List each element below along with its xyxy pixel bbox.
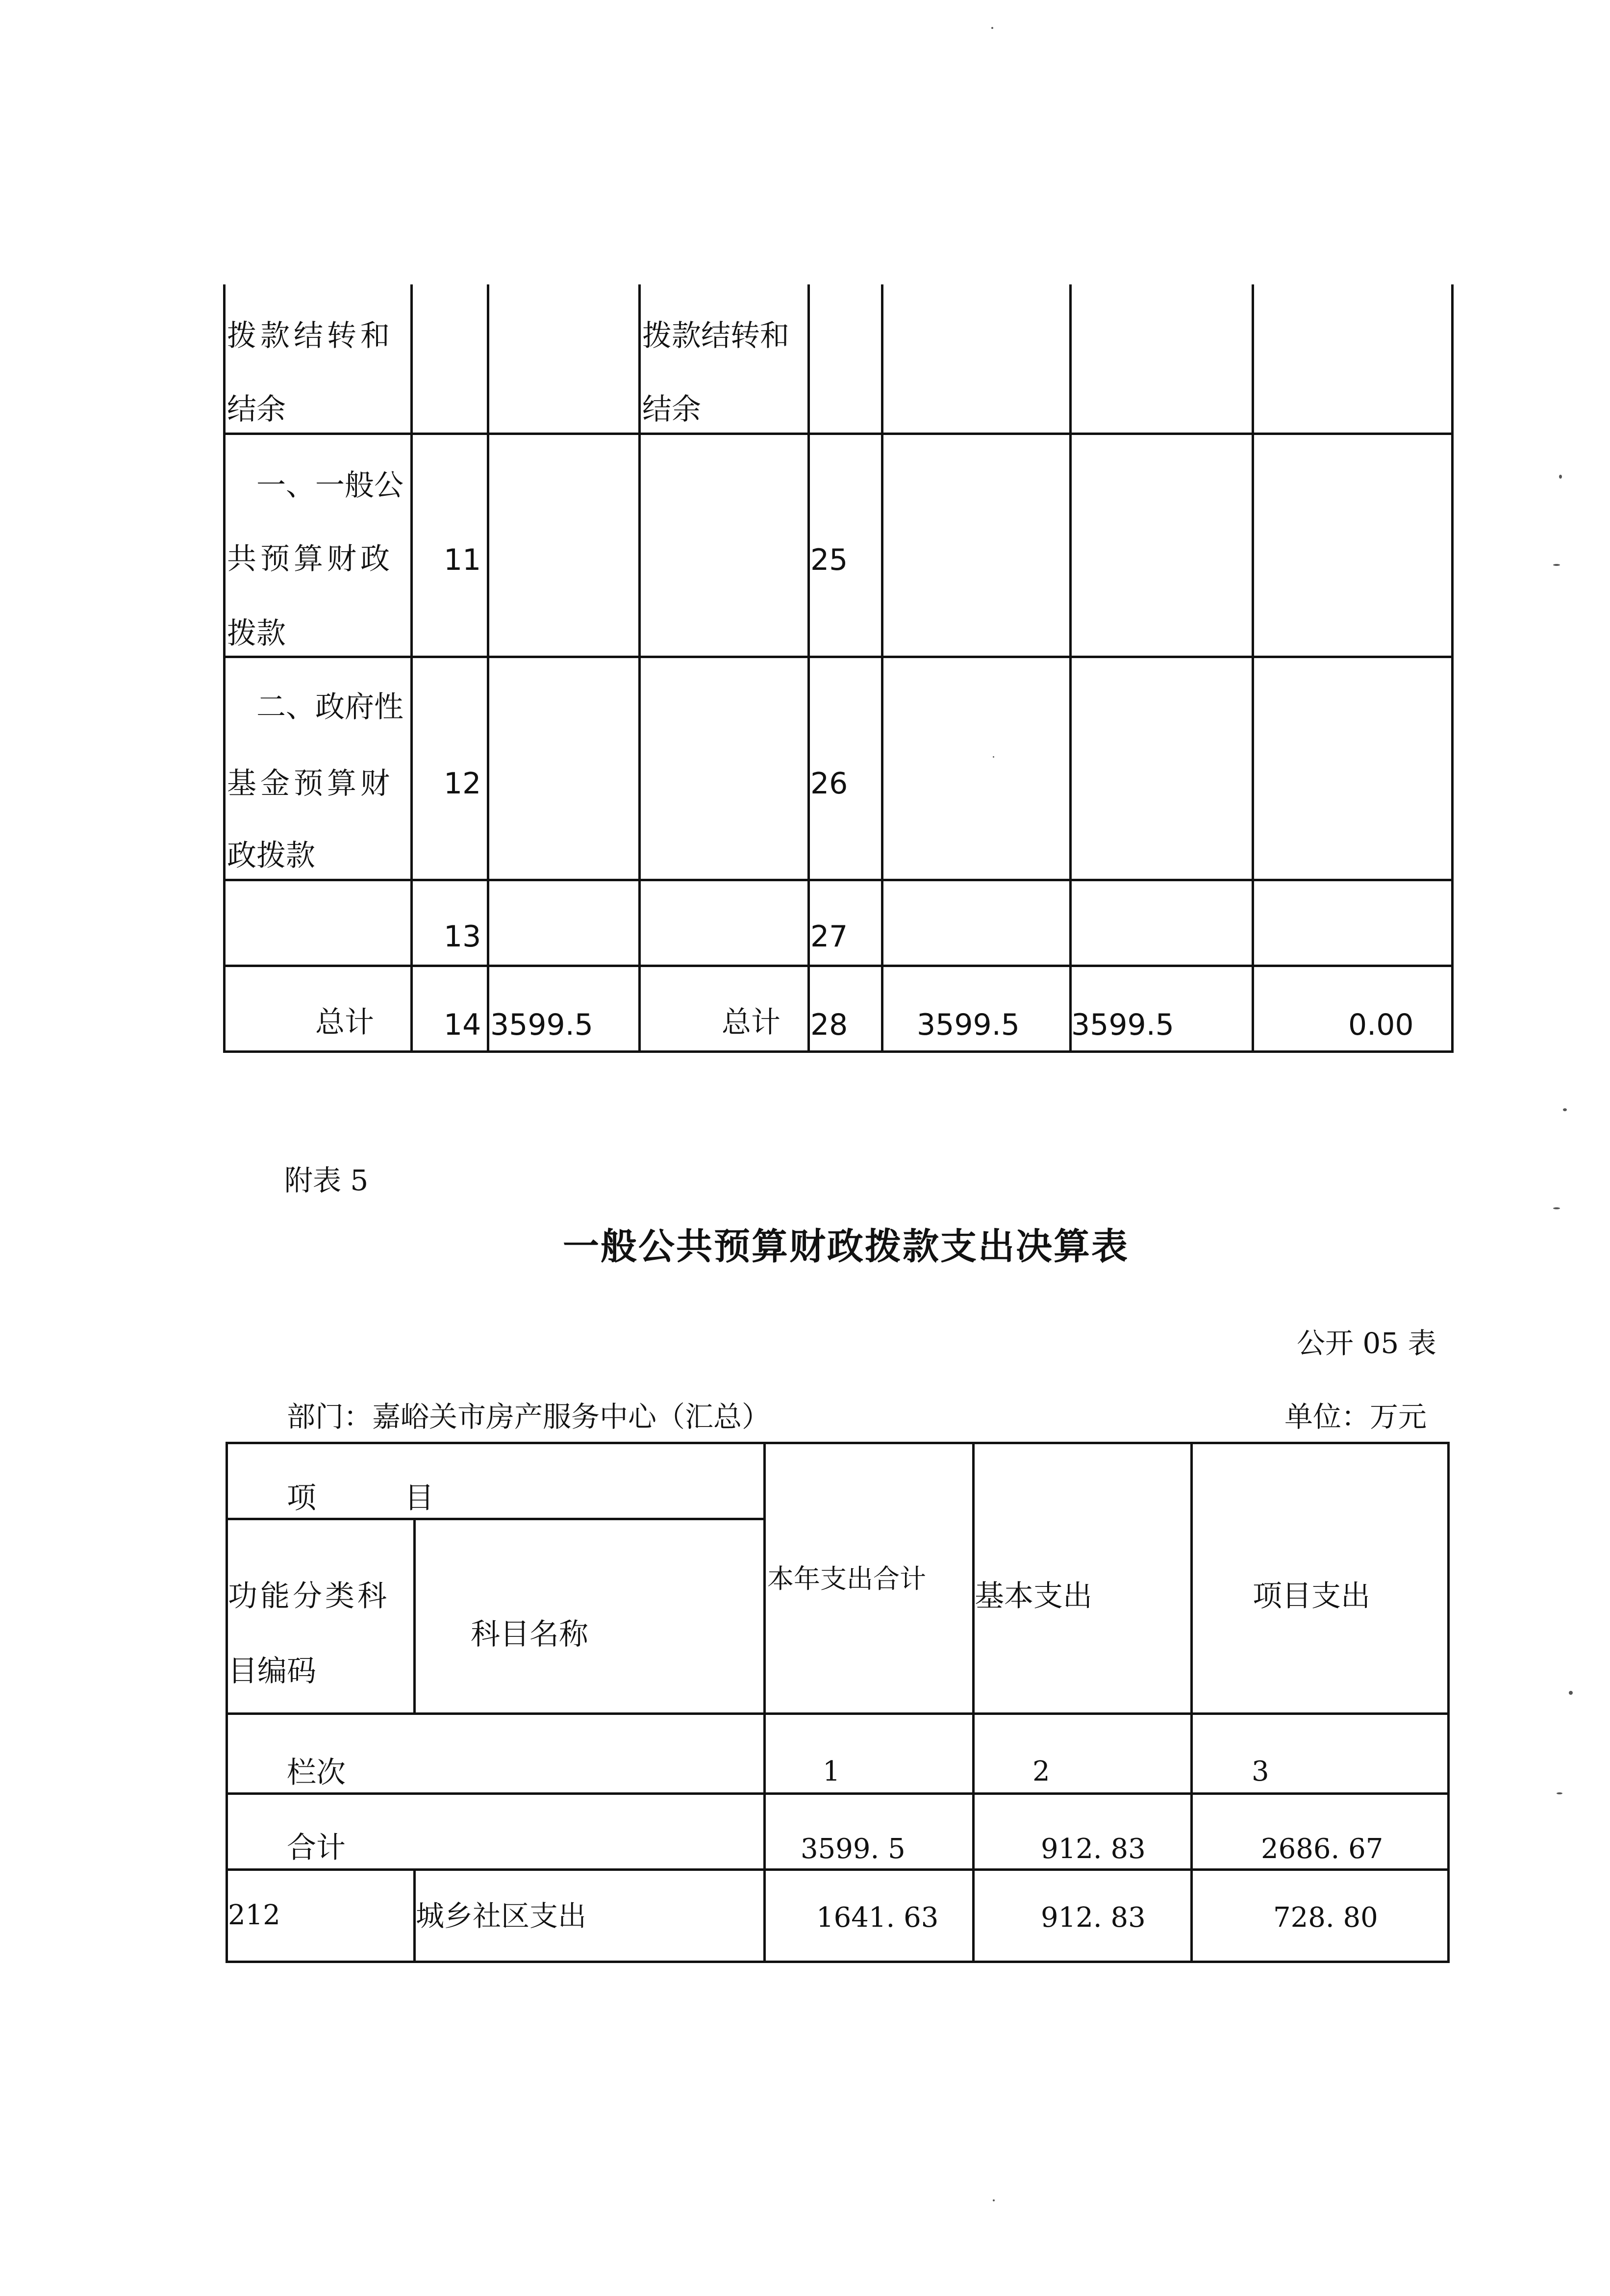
scan-speck [1569, 1691, 1573, 1695]
scan-speck [993, 2199, 995, 2201]
header-project: 项目支出 [1253, 1579, 1370, 1613]
top-row1-left-label-line1: 拨款结转和 [227, 319, 394, 353]
top-row3-left-no: 12 [444, 766, 481, 801]
scan-speck [993, 756, 994, 758]
department-label: 部门：嘉峪关市房产服务中心（汇总） [287, 1400, 771, 1433]
header-basic: 基本支出 [975, 1579, 1092, 1613]
top-row2-left-label-line2: 共预算财政 [227, 542, 394, 576]
scan-speck [1563, 1108, 1567, 1111]
top-row1-left-label-line2: 结余 [227, 392, 286, 427]
total-row-c3: 2686. 67 [1261, 1833, 1384, 1865]
total-row-label: 合计 [287, 1831, 346, 1865]
total-row-c2: 912. 83 [1041, 1833, 1146, 1865]
column-index-c3: 3 [1252, 1756, 1269, 1787]
top-row3-left-label-line3: 政拨款 [227, 839, 315, 873]
top-row1-right-label-line2: 结余 [642, 392, 701, 427]
header-name: 科目名称 [471, 1617, 588, 1652]
top-row2-left-no: 11 [444, 543, 481, 577]
row-212-c3: 728. 80 [1273, 1902, 1378, 1934]
scan-speck [1559, 475, 1562, 479]
top-row4-left-no: 13 [444, 919, 481, 954]
top-row3-right-no: 26 [810, 766, 848, 801]
top-row2-left-label-line1: 一、一般公 [256, 468, 403, 503]
appendix-label: 附表 5 [284, 1164, 369, 1197]
row-212-c2: 912. 83 [1041, 1902, 1146, 1934]
column-index-label: 栏次 [287, 1756, 346, 1790]
row-212-code: 212 [228, 1899, 280, 1931]
header-total: 本年支出合计 [767, 1563, 926, 1594]
header-code-line1: 功能分类科 [228, 1579, 390, 1613]
total-row-c1: 3599. 5 [801, 1833, 906, 1865]
page-title: 一般公共预算财政拨款支出决算表 [563, 1225, 1129, 1268]
top-total-c3: 0.00 [1348, 1008, 1414, 1042]
row-212-name: 城乡社区支出 [416, 1899, 587, 1933]
column-index-c2: 2 [1032, 1756, 1050, 1787]
top-total-left-amount: 3599.5 [490, 1008, 593, 1042]
top-row4-right-no: 27 [810, 919, 848, 954]
column-index-c1: 1 [823, 1756, 840, 1787]
form-code: 公开 05 表 [1297, 1327, 1436, 1360]
scan-speck [991, 27, 993, 29]
row-212-c1: 1641. 63 [816, 1902, 939, 1934]
top-row3-left-label-line1: 二、政府性 [256, 690, 403, 724]
header-code-line2: 目编码 [228, 1654, 316, 1688]
top-row2-left-label-line3: 拨款 [227, 616, 286, 651]
top-total-left-no: 14 [444, 1008, 481, 1042]
top-row2-right-no: 25 [810, 543, 848, 577]
top-total-right-label: 总计 [722, 1005, 780, 1040]
top-row1-right-label-line1: 拨款结转和 [642, 319, 789, 353]
unit-label: 单位：万元 [1284, 1400, 1427, 1433]
scan-speck [1553, 1207, 1560, 1209]
top-row3-left-label-line2: 基金预算财 [227, 766, 394, 801]
top-total-c1: 3599.5 [917, 1008, 1020, 1042]
header-item: 项 目 [287, 1481, 434, 1515]
top-total-left-label: 总计 [315, 1005, 374, 1040]
top-total-right-no: 28 [810, 1008, 848, 1042]
top-total-c2: 3599.5 [1071, 1008, 1174, 1042]
scan-speck [1553, 564, 1560, 566]
scan-speck [1557, 1792, 1562, 1794]
